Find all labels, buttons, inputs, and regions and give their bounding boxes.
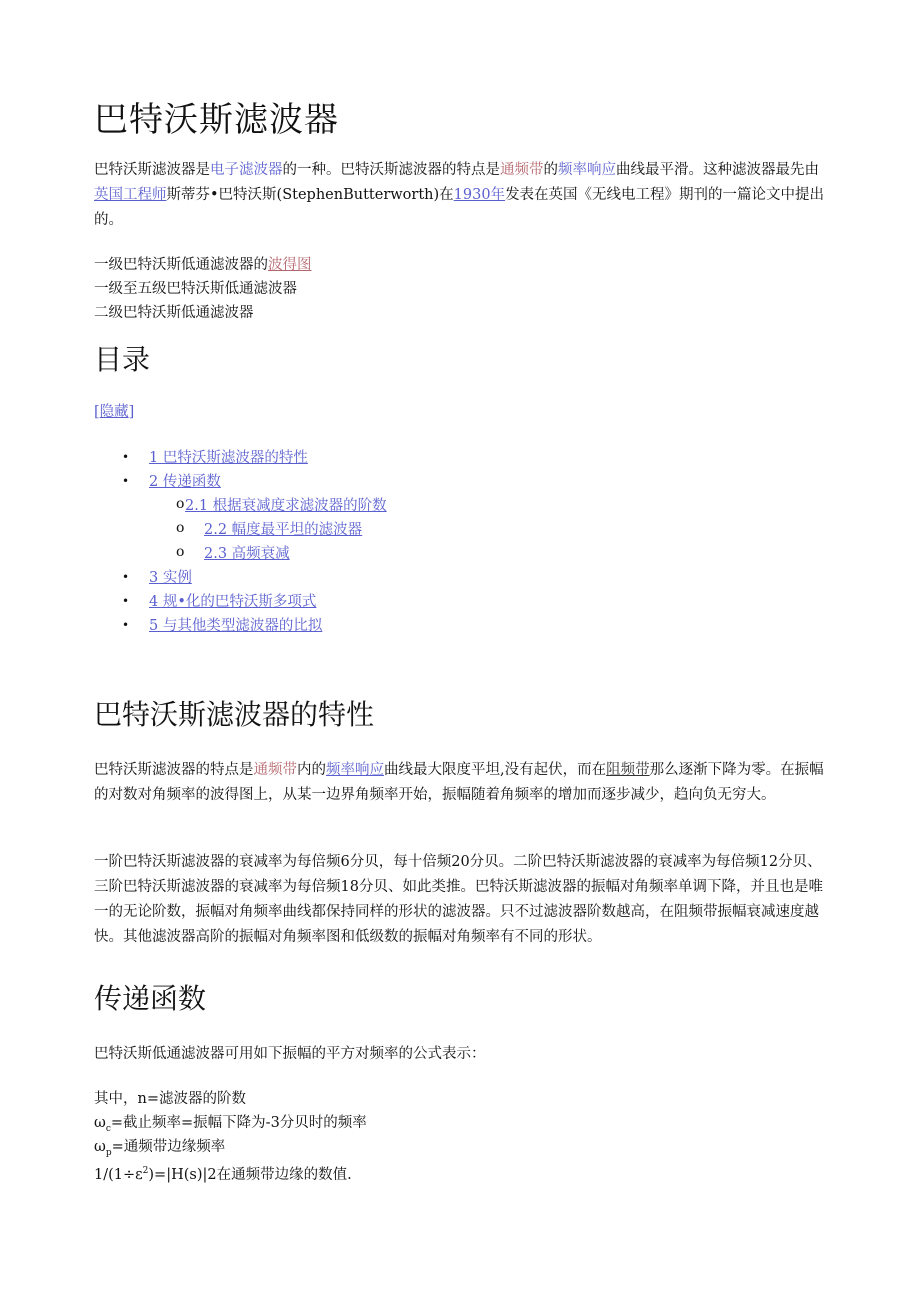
toc-item-5[interactable]: 5 与其他类型滤波器的比拟 (149, 618, 323, 634)
intro-text-6: 发表在英国《无线电工程》期刊的一篇论文中提出的。 (94, 187, 825, 228)
bullet-icon: • (122, 474, 130, 488)
section2-intro: 巴特沃斯低通滤波器可用如下振幅的平方对频率的公式表示： (94, 1046, 486, 1062)
bullet-icon: • (122, 618, 130, 632)
definition-epsilon: $1/(1\div\varepsilon^2)=|H(s)|2$在通频带边缘的数值. (94, 1166, 352, 1183)
link-passband-2[interactable]: 通频带 (253, 762, 297, 778)
link-stopband[interactable]: 阻频带 (606, 762, 650, 778)
section1-paragraph-1: 巴特沃斯滤波器的特点是通频带内的频率响应曲线最大限度平坦,没有起伏，而在阻频带那么逐渐下降为零。在振幅的对数对角频率的波得图上，从某一边界角频率开始，振幅随着角频率的增加而逐步减少，趋向负无穷大。 (94, 762, 824, 803)
section1-paragraph-2: 一阶巴特沃斯滤波器的衰减率为每倍频6分贝，每十倍频20分贝。二阶巴特沃斯滤波器的衰减率为每倍频12分贝、三阶巴特沃斯滤波器的衰减率为每倍频18分贝、如此类推。巴特沃斯滤波器的振幅对角频率单调下降，并且也是唯一的无论阶数，振幅对角频率曲线都保持同样的形状的滤波器。只不过滤波器阶数越高，在阻频带振幅衰减速度越快。其他滤波器高阶的振幅对角频率图和低级数的振幅对角频率有不同的形状。 (94, 854, 823, 945)
figure-caption-2: 一级至五级巴特沃斯低通滤波器 (94, 281, 297, 297)
intro-text-2: 的一种。巴特沃斯滤波器的特点是 (282, 162, 500, 178)
definition-passband-edge: $\omega_p=$通频带边缘频率 (94, 1139, 226, 1158)
sub-bullet-icon: o (176, 544, 185, 560)
link-frequency-response[interactable]: 频率响应 (558, 162, 616, 178)
link-electronic-filter[interactable]: 电子滤波器 (210, 162, 283, 178)
page-title: 巴特沃斯滤波器 (94, 100, 339, 140)
toc-item-2-1[interactable]: 2.1 根据衰减度求滤波器的阶数 (185, 498, 387, 514)
section-heading-transfer-function: 传递函数 (94, 982, 207, 1015)
link-passband[interactable]: 通频带 (500, 162, 544, 178)
bullet-icon: • (122, 450, 130, 464)
section-heading-characteristics: 巴特沃斯滤波器的特性 (94, 698, 375, 731)
definition-cutoff: $\omega_c=$截止频率=振幅下降为-3分贝时的频率 (94, 1115, 367, 1134)
intro-text-1: 巴特沃斯滤波器是 (94, 162, 210, 178)
toc-item-2-2[interactable]: 2.2 幅度最平坦的滤波器 (204, 522, 363, 538)
intro-text-4: 曲线最平滑。这种滤波器最先由 (616, 162, 819, 178)
bullet-icon: • (122, 594, 130, 608)
toc-toggle: [隐藏] (94, 404, 135, 420)
figure-caption-3: 二级巴特沃斯低通滤波器 (94, 305, 254, 321)
intro-text-3: 的 (543, 162, 558, 178)
link-1930[interactable]: 1930年 (453, 187, 506, 203)
toc-item-1[interactable]: 1 巴特沃斯滤波器的特性 (149, 450, 308, 466)
bullet-icon: • (122, 570, 130, 584)
intro-paragraph (94, 158, 826, 233)
link-british-engineer[interactable]: 英国工程师 (94, 187, 167, 203)
link-bode-plot[interactable]: 波得图 (268, 257, 312, 273)
toc-heading: 目录 (94, 343, 151, 376)
link-frequency-response-2[interactable]: 频率响应 (326, 762, 384, 778)
figure-caption-1: 一级巴特沃斯低通滤波器的波得图 (94, 257, 312, 273)
sub-bullet-icon: o (176, 496, 185, 512)
sub-bullet-icon: o (176, 520, 185, 536)
toc-item-3[interactable]: 3 实例 (149, 570, 192, 586)
toc-item-2-3[interactable]: 2.3 高频衰减 (204, 546, 290, 562)
intro-text-5: 斯蒂芬•巴特沃斯(StephenButterworth)在 (166, 187, 454, 203)
toc-item-4[interactable]: 4 规•化的巴特沃斯多项式 (149, 594, 317, 610)
toc-item-2[interactable]: 2 传递函数 (149, 474, 221, 490)
definition-order: 其中，n=滤波器的阶数 (94, 1091, 246, 1107)
toc-hide-link[interactable]: 隐藏 (99, 404, 129, 420)
